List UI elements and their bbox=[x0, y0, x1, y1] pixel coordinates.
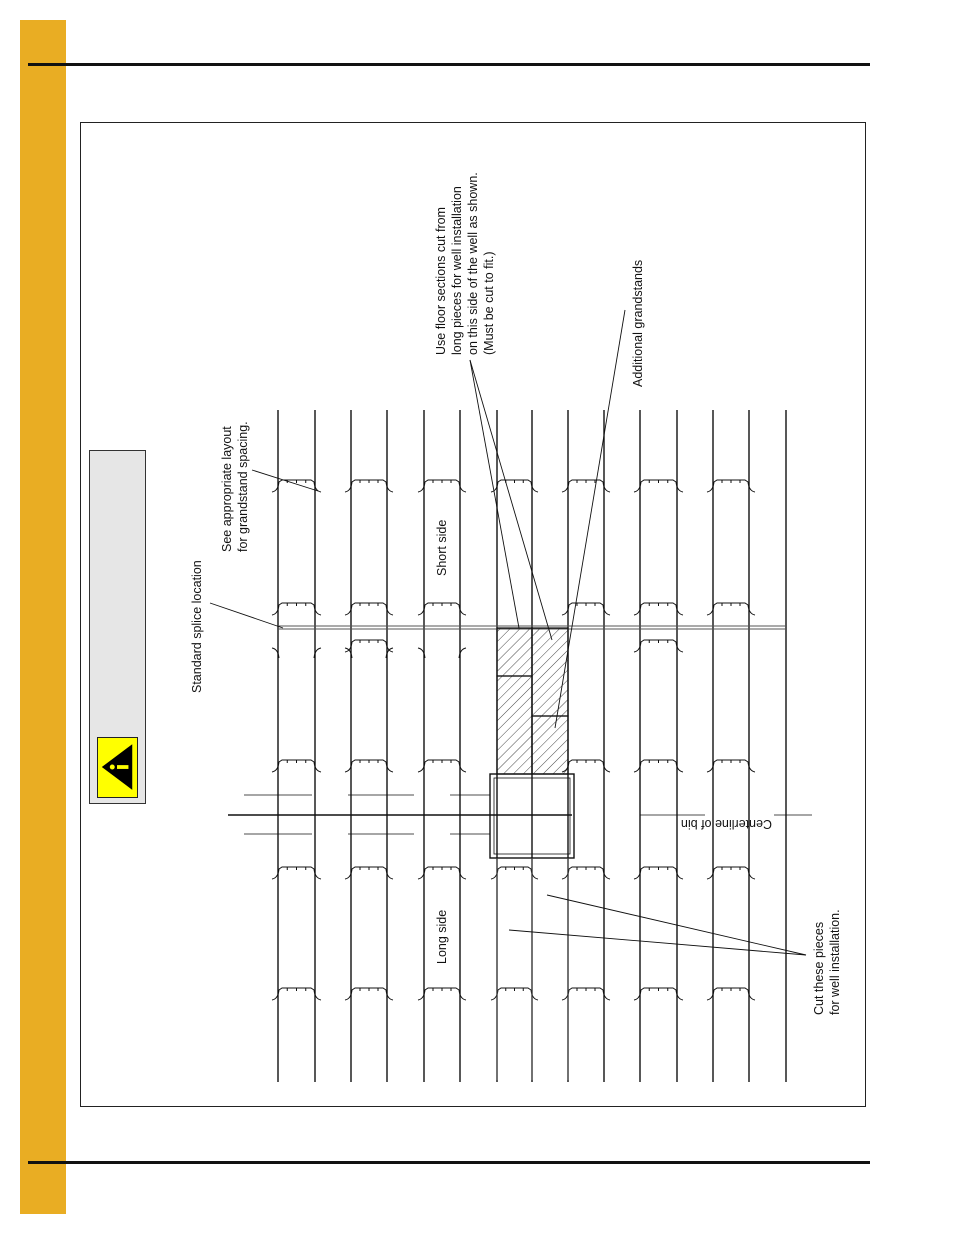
label-centerline: Centerline of bin bbox=[680, 817, 772, 831]
label-see-layout bbox=[220, 421, 250, 552]
see-layout-line-2: for grandstand spacing. bbox=[236, 421, 250, 552]
label-additional-grandstands: Additional grandstands bbox=[631, 259, 645, 387]
label-long-side: Long side bbox=[435, 909, 449, 964]
label-cut-pieces bbox=[812, 909, 842, 1015]
cut-pieces-line-2: for well installation. bbox=[828, 909, 842, 1015]
cut-pieces-line-1: Cut these pieces bbox=[812, 921, 826, 1015]
hatched-floor-sections bbox=[497, 628, 568, 774]
label-use-floor-sections bbox=[434, 172, 496, 355]
grandstand-foot bbox=[272, 648, 321, 658]
use-floor-line-2: long pieces for well installation bbox=[450, 186, 464, 355]
see-layout-line-1: See appropriate layout bbox=[220, 426, 234, 552]
grandstand-foot bbox=[345, 648, 393, 658]
use-floor-line-1: Use floor sections cut from bbox=[434, 207, 448, 355]
use-floor-line-4: (Must be cut to fit.) bbox=[482, 251, 496, 355]
label-short-side: Short side bbox=[435, 519, 449, 576]
label-standard-splice: Standard splice location bbox=[190, 560, 204, 693]
use-floor-line-3: on this side of the well as shown. bbox=[466, 172, 480, 355]
grandstand-foot bbox=[418, 648, 466, 658]
